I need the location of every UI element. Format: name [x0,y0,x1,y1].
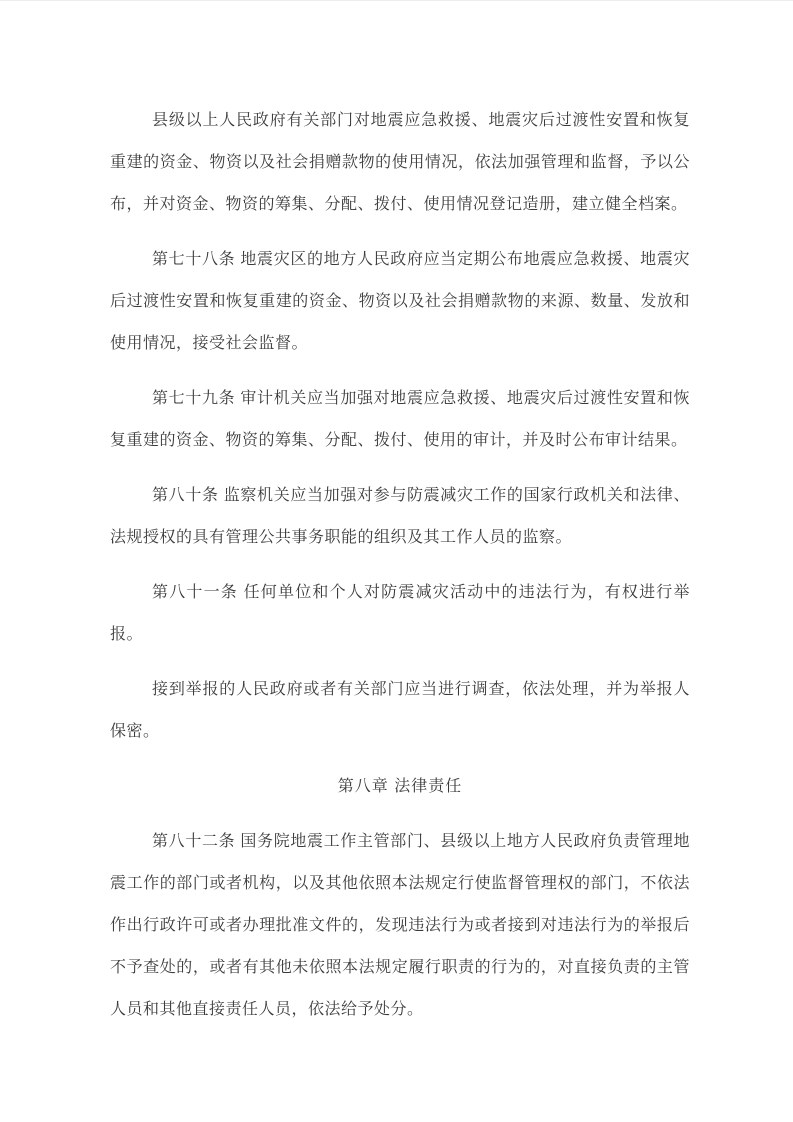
paragraph-article-80: 第八十条 监察机关应当加强对参与防震减灾工作的国家行政机关和法律、法规授权的具有管理公共事务职能的组织及其工作人员的监察。 [110,487,690,546]
paragraph-article-82: 第八十二条 国务院地震工作主管部门、县级以上地方人民政府负责管理地震工作的部门或者机构，以及其他依照本法规定行使监督管理权的部门，不依法作出行政许可或者办理批准文件的，发现违法行为或者接到对违法行为的举报后不予查处的，或者有其他未依照本法规定履行职责的行为的，对直接负责的主管人员和其他直接责任人员，依法给予处分。 [110,833,690,1018]
paragraph-article-78: 第七十八条 地震灾区的地方人民政府应当定期公布地震应急救援、地震灾后过渡性安置和恢复重建的资金、物资以及社会捐赠款物的来源、数量、发放和使用情况，接受社会监督。 [110,251,690,352]
paragraph-article-79: 第七十九条 审计机关应当加强对地震应急救援、地震灾后过渡性安置和恢复重建的资金、物资的筹集、分配、拨付、使用的审计，并及时公布审计结果。 [110,390,690,449]
paragraph-article-77-funds-oversight: 县级以上人民政府有关部门对地震应急救援、地震灾后过渡性安置和恢复重建的资金、物资以及社会捐赠款物的使用情况，依法加强管理和监督，予以公布，并对资金、物资的筹集、分配、拨付、使用情况登记造册，建立健全档案。 [110,112,690,213]
chapter-8-heading: 第八章 法律责任 [337,778,463,795]
document-content [0,1,793,1031]
paragraph-article-81: 第八十一条 任何单位和个人对防震减灾活动中的违法行为，有权进行举报。 [110,584,690,643]
paragraph-report-handling: 接到举报的人民政府或者有关部门应当进行调查，依法处理，并为举报人保密。 [110,681,690,740]
